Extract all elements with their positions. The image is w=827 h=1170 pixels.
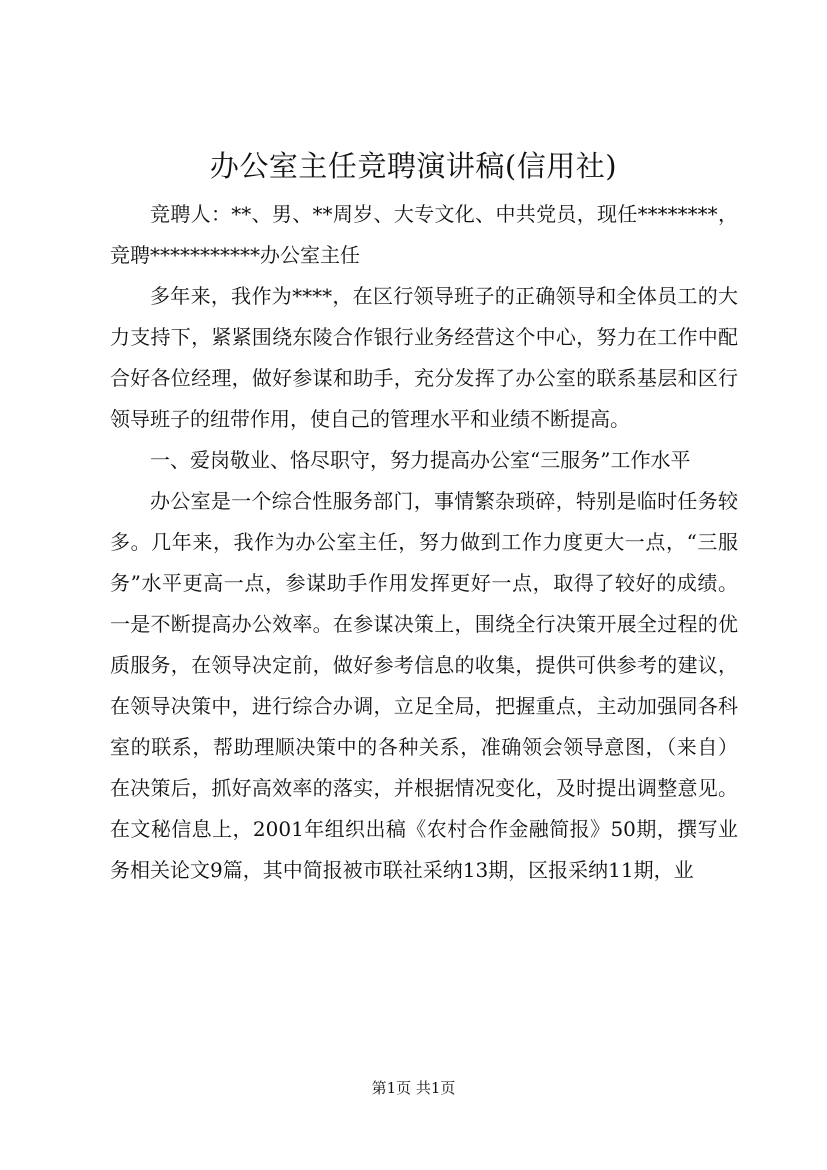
section-heading-1: 一、爱岗敬业、恪尽职守，努力提高办公室“三服务”工作水平 <box>150 448 691 472</box>
paragraph-candidate-info: 竞聘人：**、男、**周岁、大专文化、中共党员，现任********，竞聘***********办公室主任 <box>110 202 738 267</box>
document-title: 办公室主任竞聘演讲稿(信用社) <box>209 149 618 183</box>
page-footer: 第1页 共1页 <box>371 1079 456 1097</box>
paragraph-section-1-body: 办公室是一个综合性服务部门，事情繁杂琐碎，特别是临时任务较多。几年来，我作为办公室主任，努力做到工作力度更大一点，“三服务”水平更高一点，参谋助手作用发挥更好一点，取得了较好的成绩。一是不断提高办公效率。在参谋决策上，围绕全行决策开展全过程的优质服务，在领导决定前，做好参考信息的收集，提供可供参考的建议，在领导决策中，进行综合办调，立足全局，把握重点，主动加强同各科室的联系，帮助理顺决策中的各种关系，准确领会领导意图，（来自）在决策后，抓好高效率的落实，并根据情况变化，及时提出调整意见。在文秘信息上，2001年组织出稿《农村合作金融简报》50期，撰写业务相关论文9篇，其中简报被市联社采纳13期，区报采纳11期，业 <box>110 489 738 882</box>
document-body <box>110 194 738 891</box>
paragraph-introduction: 多年来，我作为****，在区行领导班子的正确领导和全体员工的大力支持下，紧紧围绕东陵合作银行业务经营这个中心，努力在工作中配合好各位经理，做好参谋和助手，充分发挥了办公室的联系基层和区行领导班子的纽带作用，使自己的管理水平和业绩不断提高。 <box>110 284 738 431</box>
